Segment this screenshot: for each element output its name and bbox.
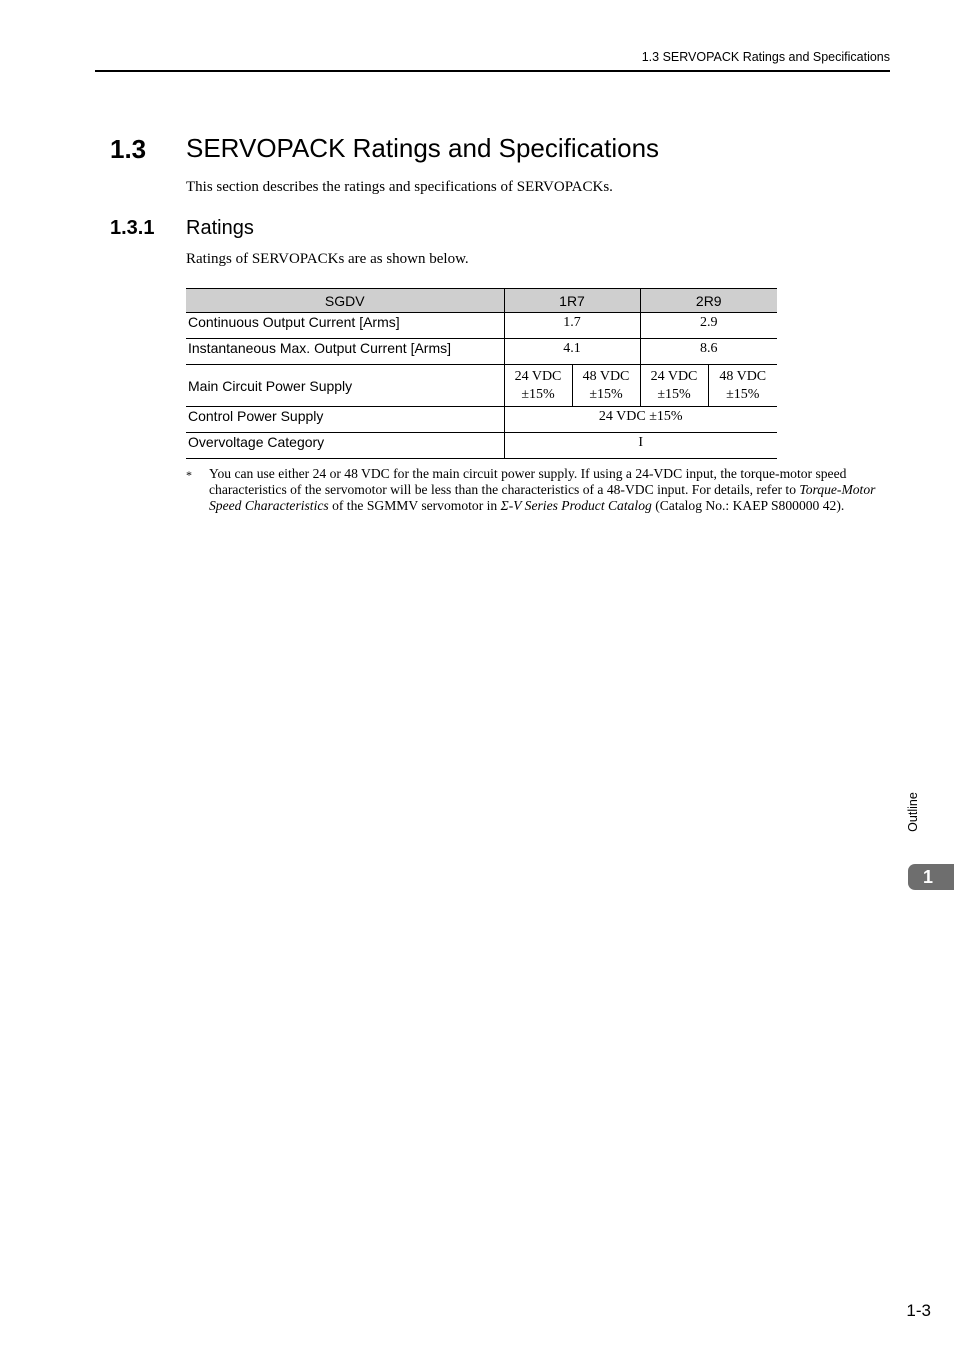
cell-line: 24 VDC [650,368,698,384]
row-label: Overvoltage Category [186,433,504,459]
footnote-part: You can use either 24 or 48 VDC for the main circuit power supply. If using a 24-VDC input, the torque-motor speed characteristics of the servomotor will be less than the characteristics of a 48-VDC input. For details, refer to [209,466,847,497]
footnote-text [209,466,891,514]
header-cell-model: SGDV [186,289,504,313]
table-row [186,339,777,365]
cell-value: I [504,433,777,459]
row-label: Instantaneous Max. Output Current [Arms] [186,339,504,365]
cell-value: 1.7 [504,313,640,339]
footnote-reference: Σ-V Series Product Catalog [500,498,652,513]
footnote-mark: * [186,468,192,482]
cell-value: 8.6 [640,339,777,365]
cell-value [708,365,777,407]
cell-line: 48 VDC [582,368,630,384]
cell-value [640,365,708,407]
page-number: 1-3 [906,1301,931,1320]
section-title: SERVOPACK Ratings and Specifications [186,133,660,163]
header-rule [95,70,890,72]
cell-line: ±15% [521,386,555,402]
ratings-table [186,288,777,459]
subsection-title: Ratings [186,217,254,239]
chapter-tab: 1 [908,864,954,890]
row-label: Main Circuit Power Supply [186,365,504,407]
subsection-number: 1.3.1 [110,217,155,239]
cell-value [572,365,640,407]
side-tab-label [903,790,923,836]
subsection-intro: Ratings of SERVOPACKs are as shown below. [186,251,469,267]
header-cell-2r9: 2R9 [640,289,777,313]
cell-value: 2.9 [640,313,777,339]
section-intro: This section describes the ratings and specifications of SERVOPACKs. [186,179,613,195]
cell-value: 4.1 [504,339,640,365]
cell-line: 48 VDC [719,368,767,384]
cell-line: ±15% [726,386,760,402]
cell-line: 24 VDC [514,368,562,384]
table-row [186,433,777,459]
cell-line: ±15% [589,386,623,402]
cell-value [504,365,572,407]
table-row [186,407,777,433]
header-cell-1r7: 1R7 [504,289,640,313]
row-label: Continuous Output Current [Arms] [186,313,504,339]
side-tab-text: Outline [906,792,920,832]
footnote-part: (Catalog No.: KAEP S800000 42). [651,498,845,513]
table-header-row [186,289,777,313]
running-header: 1.3 SERVOPACK Ratings and Specifications [641,50,890,64]
cell-line: ±15% [657,386,691,402]
cell-value: 24 VDC ±15% [504,407,777,433]
footnote [186,466,891,514]
footnote-reference: Torque-Motor Speed Characteristics [209,482,876,513]
row-label: Control Power Supply [186,407,504,433]
table-row [186,365,777,407]
section-number: 1.3 [110,134,147,164]
table-row [186,313,777,339]
footnote-part: of the SGMMV servomotor in [328,498,501,513]
